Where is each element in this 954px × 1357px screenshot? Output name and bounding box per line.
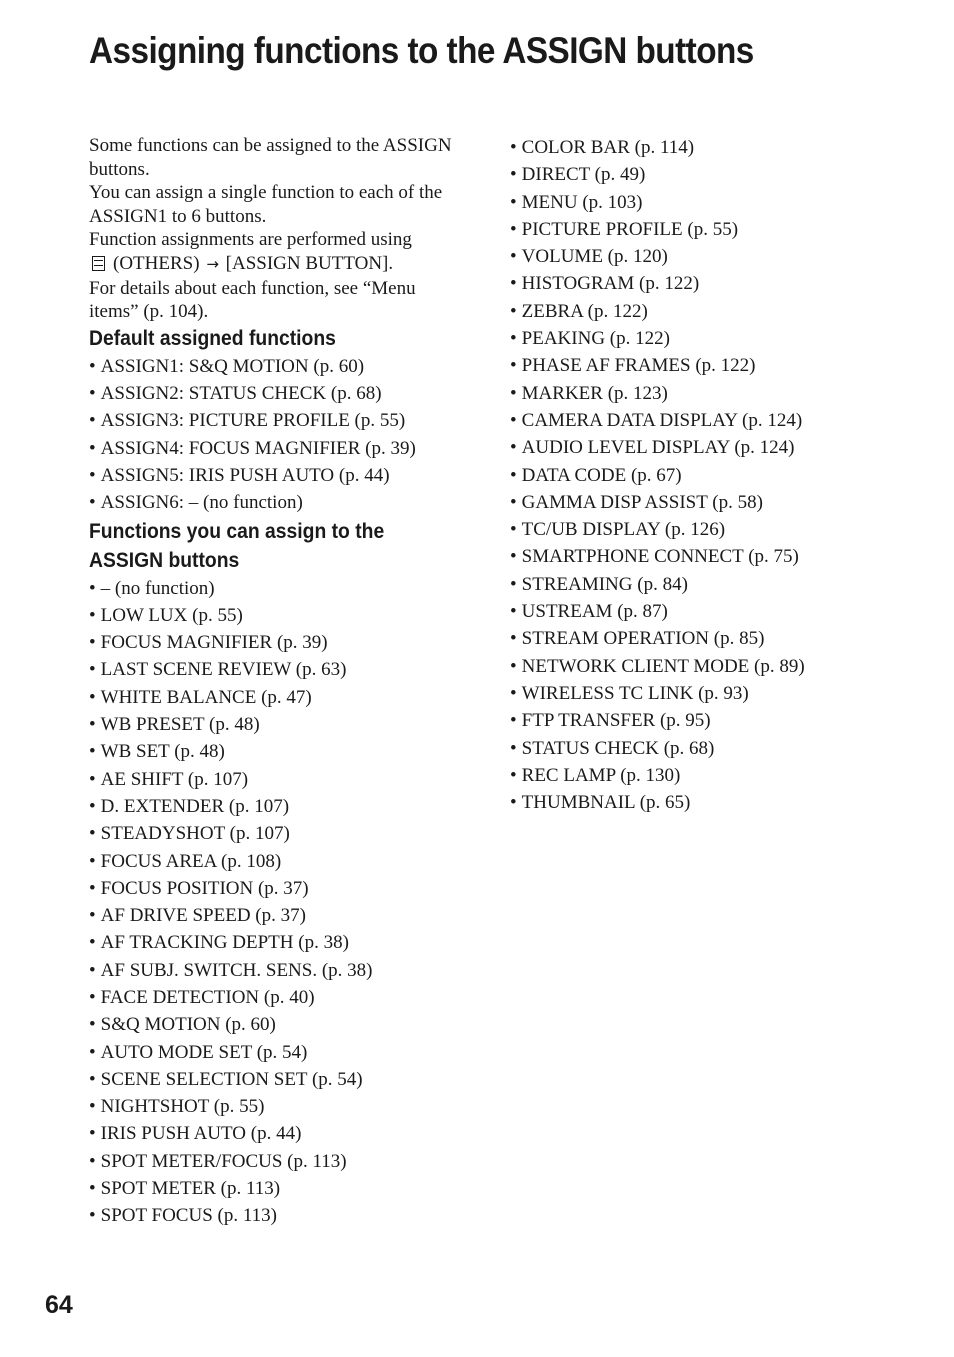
list-item: • AF SUBJ. SWITCH. SENS. (p. 38) [89, 957, 469, 984]
list-item: • FACE DETECTION (p. 40) [89, 984, 469, 1011]
list-item: • ASSIGN3: PICTURE PROFILE (p. 55) [89, 407, 469, 434]
list-item: • S&Q MOTION (p. 60) [89, 1011, 469, 1038]
assignable-heading-line-1: Functions you can assign to the [89, 519, 385, 543]
list-item: • WB SET (p. 48) [89, 738, 469, 765]
list-item: • CAMERA DATA DISPLAY (p. 124) [510, 407, 930, 434]
arrow-right-icon: → [206, 254, 219, 273]
list-item: • FOCUS POSITION (p. 37) [89, 875, 469, 902]
list-item: • LAST SCENE REVIEW (p. 63) [89, 656, 469, 683]
intro-text-3 [89, 228, 469, 276]
list-item: • LOW LUX (p. 55) [89, 602, 469, 629]
list-item: • STEADYSHOT (p. 107) [89, 820, 469, 847]
assignable-functions-heading [89, 517, 439, 575]
list-item: • HISTOGRAM (p. 122) [510, 270, 930, 297]
intro-text-1: Some functions can be assigned to the ASSIGN buttons. [89, 135, 452, 180]
list-item: • ASSIGN5: IRIS PUSH AUTO (p. 44) [89, 462, 469, 489]
list-item: • NIGHTSHOT (p. 55) [89, 1093, 469, 1120]
others-label: (OTHERS) [113, 252, 200, 274]
list-item: • COLOR BAR (p. 114) [510, 134, 930, 161]
assignable-functions-list-right [510, 134, 930, 816]
list-item: • D. EXTENDER (p. 107) [89, 793, 469, 820]
list-item: • – (no function) [89, 575, 469, 602]
list-item: • AUTO MODE SET (p. 54) [89, 1039, 469, 1066]
list-item: • PEAKING (p. 122) [510, 325, 930, 352]
list-item: • PICTURE PROFILE (p. 55) [510, 216, 930, 243]
list-item: • MENU (p. 103) [510, 189, 930, 216]
page-number: 64 [45, 1291, 73, 1319]
assignable-heading-line-2: ASSIGN buttons [89, 548, 240, 572]
list-item: • WIRELESS TC LINK (p. 93) [510, 680, 930, 707]
list-item: • AF TRACKING DEPTH (p. 38) [89, 929, 469, 956]
list-item: • ASSIGN6: – (no function) [89, 489, 469, 516]
list-item: • TC/UB DISPLAY (p. 126) [510, 516, 930, 543]
list-item: • USTREAM (p. 87) [510, 598, 930, 625]
list-item: • AF DRIVE SPEED (p. 37) [89, 902, 469, 929]
list-item: • GAMMA DISP ASSIST (p. 58) [510, 489, 930, 516]
list-item: • STATUS CHECK (p. 68) [510, 735, 930, 762]
list-item: • DIRECT (p. 49) [510, 161, 930, 188]
assign-button-menu-label: [ASSIGN BUTTON]. [225, 252, 394, 274]
assignable-functions-list-left [89, 575, 469, 1230]
list-item: • PHASE AF FRAMES (p. 122) [510, 352, 930, 379]
list-item: • MARKER (p. 123) [510, 380, 930, 407]
list-item: • VOLUME (p. 120) [510, 243, 930, 270]
list-item: • ASSIGN4: FOCUS MAGNIFIER (p. 39) [89, 435, 469, 462]
list-item: • THUMBNAIL (p. 65) [510, 789, 930, 816]
right-column [510, 134, 930, 816]
intro [89, 134, 469, 324]
list-item: • SPOT FOCUS (p. 113) [89, 1202, 469, 1229]
list-item: • FOCUS MAGNIFIER (p. 39) [89, 629, 469, 656]
intro-text-2: You can assign a single function to each of the ASSIGN1 to 6 buttons. [89, 182, 443, 227]
list-item: • WB PRESET (p. 48) [89, 711, 469, 738]
list-item: • DATA CODE (p. 67) [510, 462, 930, 489]
list-item: • FOCUS AREA (p. 108) [89, 848, 469, 875]
list-item: • WHITE BALANCE (p. 47) [89, 684, 469, 711]
list-item: • ASSIGN1: S&Q MOTION (p. 60) [89, 353, 469, 380]
list-item: • SCENE SELECTION SET (p. 54) [89, 1066, 469, 1093]
list-item: • STREAM OPERATION (p. 85) [510, 625, 930, 652]
default-functions-list [89, 353, 469, 517]
list-item: • ASSIGN2: STATUS CHECK (p. 68) [89, 380, 469, 407]
list-item: • AUDIO LEVEL DISPLAY (p. 124) [510, 434, 930, 461]
left-column [89, 134, 469, 1230]
list-item: • FTP TRANSFER (p. 95) [510, 707, 930, 734]
list-item: • NETWORK CLIENT MODE (p. 89) [510, 653, 930, 680]
list-item: • SPOT METER/FOCUS (p. 113) [89, 1148, 469, 1175]
list-item: • ZEBRA (p. 122) [510, 298, 930, 325]
list-item: • IRIS PUSH AUTO (p. 44) [89, 1120, 469, 1147]
list-item: • SPOT METER (p. 113) [89, 1175, 469, 1202]
page-title: Assigning functions to the ASSIGN buttons [89, 30, 754, 71]
others-menu-icon [92, 256, 105, 271]
list-item: • REC LAMP (p. 130) [510, 762, 930, 789]
list-item: • STREAMING (p. 84) [510, 571, 930, 598]
list-item: • AE SHIFT (p. 107) [89, 766, 469, 793]
default-functions-heading: Default assigned functions [89, 326, 336, 350]
intro-text-4: For details about each function, see “Menu items” (p. 104). [89, 277, 416, 323]
list-item: • SMARTPHONE CONNECT (p. 75) [510, 543, 930, 570]
intro-text-3-pre: Function assignments are performed using [89, 229, 412, 251]
